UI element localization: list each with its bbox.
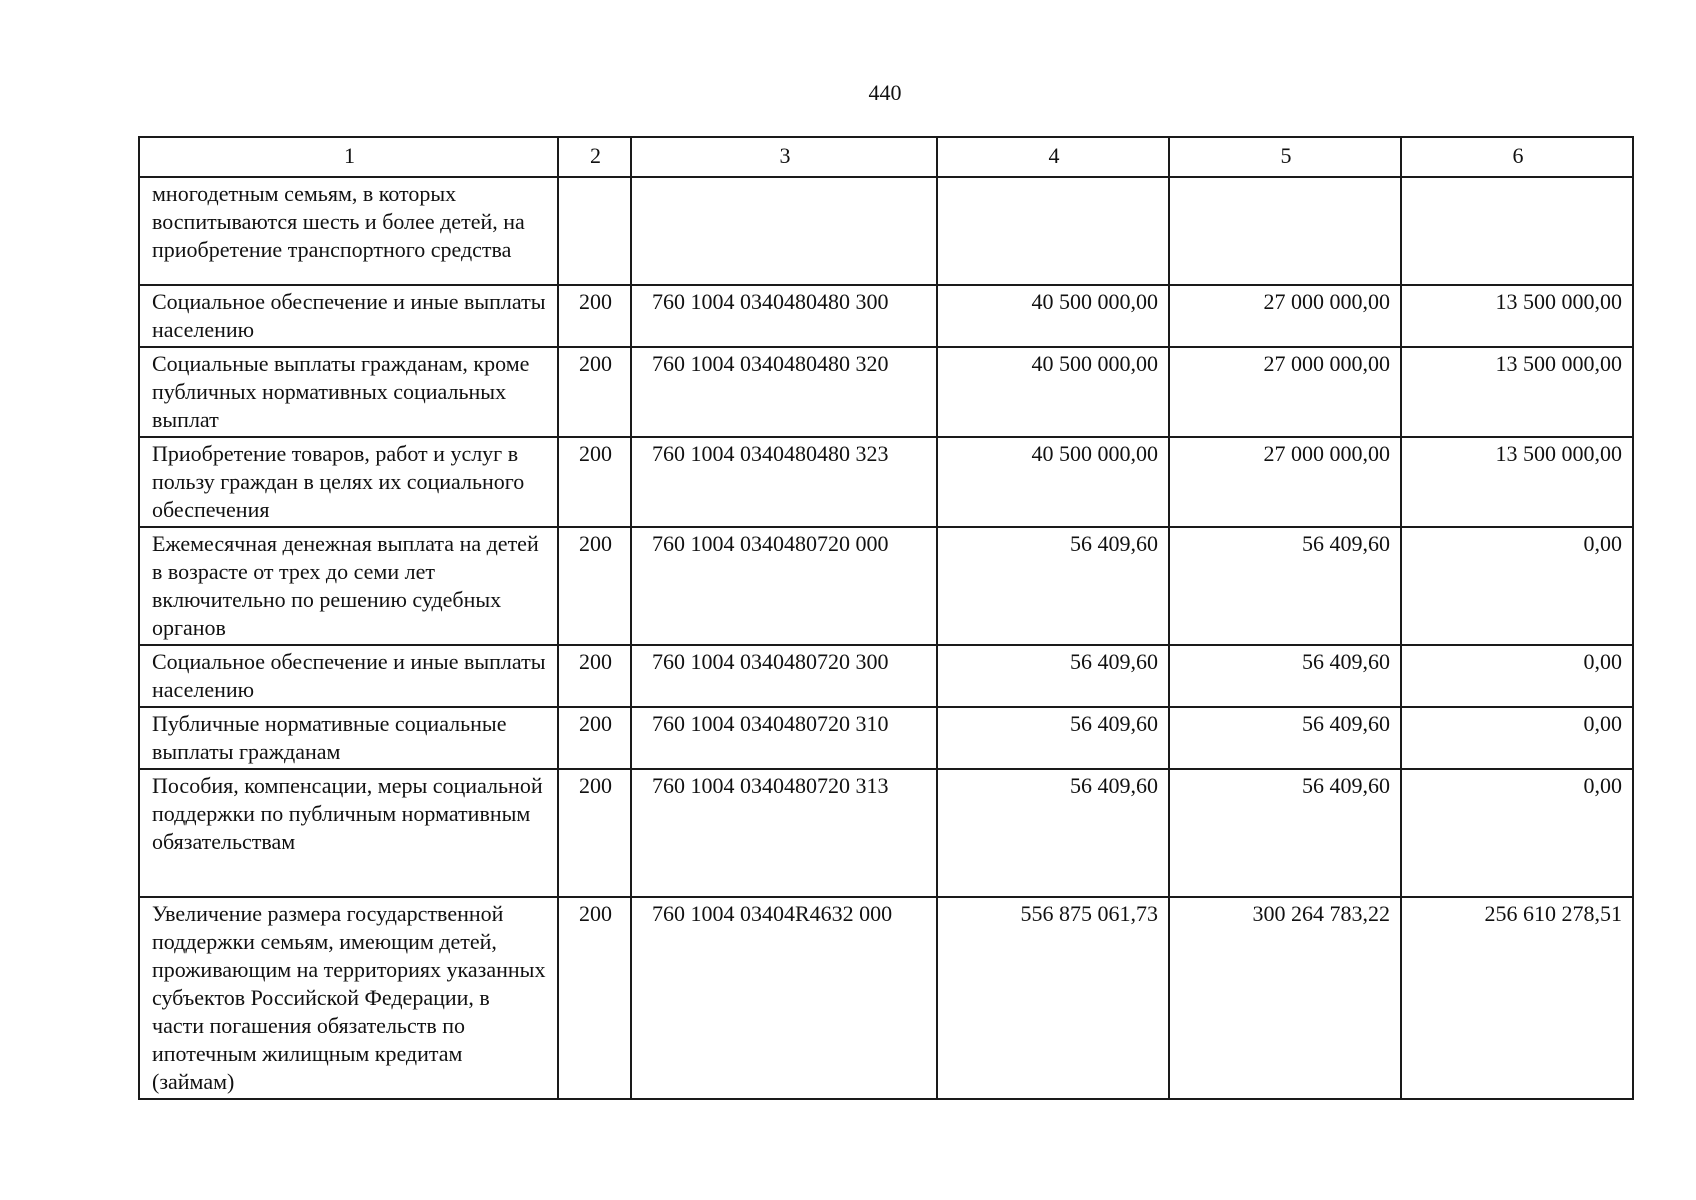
row-value-4-cell: 56 409,60 (937, 707, 1169, 769)
row-value-6-cell: 13 500 000,00 (1401, 437, 1633, 527)
row-value-6-cell: 0,00 (1401, 769, 1633, 897)
row-code-cell: 200 (558, 437, 631, 527)
row-kbk-cell: 760 1004 0340480480 300 (631, 285, 937, 347)
table-row (139, 285, 1633, 347)
table-row (139, 897, 1633, 1099)
row-name-cell: Социальные выплаты гражданам, кроме публичных нормативных социальных выплат (139, 347, 558, 437)
row-value-4-cell: 40 500 000,00 (937, 347, 1169, 437)
row-value-6-cell: 0,00 (1401, 645, 1633, 707)
row-kbk-cell: 760 1004 0340480480 323 (631, 437, 937, 527)
row-code-cell: 200 (558, 645, 631, 707)
page-number: 440 (868, 80, 902, 105)
row-value-6-cell: 256 610 278,51 (1401, 897, 1633, 1099)
row-name-cell: многодетным семьям, в которых воспитываются шесть и более детей, на приобретение транспортного средства (139, 177, 558, 285)
row-code-cell: 200 (558, 707, 631, 769)
row-value-6-cell: 0,00 (1401, 527, 1633, 645)
row-code-cell: 200 (558, 527, 631, 645)
row-value-4-cell: 40 500 000,00 (937, 437, 1169, 527)
row-value-6-cell: 13 500 000,00 (1401, 285, 1633, 347)
row-code-cell: 200 (558, 769, 631, 897)
row-value-5-cell: 56 409,60 (1169, 645, 1401, 707)
row-value-4-cell: 556 875 061,73 (937, 897, 1169, 1099)
row-kbk-cell: 760 1004 0340480720 310 (631, 707, 937, 769)
row-name-cell: Ежемесячная денежная выплата на детей в возрасте от трех до семи лет включительно по решению судебных органов (139, 527, 558, 645)
row-value-5-cell: 27 000 000,00 (1169, 437, 1401, 527)
table-row (139, 707, 1633, 769)
row-value-4-cell: 40 500 000,00 (937, 285, 1169, 347)
row-value-5-cell: 27 000 000,00 (1169, 347, 1401, 437)
column-header: 1 (139, 137, 558, 177)
row-value-6-cell: 0,00 (1401, 707, 1633, 769)
row-code-cell: 200 (558, 897, 631, 1099)
row-name-cell: Социальное обеспечение и иные выплаты населению (139, 645, 558, 707)
row-code-cell: 200 (558, 347, 631, 437)
column-header: 6 (1401, 137, 1633, 177)
row-kbk-cell (631, 177, 937, 285)
row-value-5-cell: 56 409,60 (1169, 527, 1401, 645)
table-row (139, 347, 1633, 437)
row-value-5-cell: 56 409,60 (1169, 769, 1401, 897)
row-name-cell: Увеличение размера государственной поддержки семьям, имеющим детей, проживающим на территориях указанных субъектов Российской Федерации, в части погашения обязательств по ипотечным жилищным кредитам (займам) (139, 897, 558, 1099)
row-value-4-cell: 56 409,60 (937, 645, 1169, 707)
column-header: 2 (558, 137, 631, 177)
row-value-5-cell: 56 409,60 (1169, 707, 1401, 769)
row-kbk-cell: 760 1004 03404R4632 000 (631, 897, 937, 1099)
row-name-cell: Публичные нормативные социальные выплаты гражданам (139, 707, 558, 769)
row-value-4-cell (937, 177, 1169, 285)
row-kbk-cell: 760 1004 0340480720 300 (631, 645, 937, 707)
row-value-4-cell: 56 409,60 (937, 769, 1169, 897)
row-code-cell (558, 177, 631, 285)
table-row (139, 437, 1633, 527)
table-row (139, 177, 1633, 285)
row-value-6-cell: 13 500 000,00 (1401, 347, 1633, 437)
column-header: 4 (937, 137, 1169, 177)
row-name-cell: Социальное обеспечение и иные выплаты населению (139, 285, 558, 347)
table-row (139, 769, 1633, 897)
column-header: 5 (1169, 137, 1401, 177)
row-value-5-cell: 300 264 783,22 (1169, 897, 1401, 1099)
row-value-6-cell (1401, 177, 1633, 285)
budget-table (138, 136, 1634, 1100)
row-kbk-cell: 760 1004 0340480720 313 (631, 769, 937, 897)
table-row (139, 527, 1633, 645)
column-header: 3 (631, 137, 937, 177)
row-kbk-cell: 760 1004 0340480480 320 (631, 347, 937, 437)
row-value-5-cell (1169, 177, 1401, 285)
row-value-5-cell: 27 000 000,00 (1169, 285, 1401, 347)
table-row (139, 645, 1633, 707)
row-value-4-cell: 56 409,60 (937, 527, 1169, 645)
row-name-cell: Пособия, компенсации, меры социальной поддержки по публичным нормативным обязательствам (139, 769, 558, 897)
row-code-cell: 200 (558, 285, 631, 347)
row-kbk-cell: 760 1004 0340480720 000 (631, 527, 937, 645)
table-header-row (139, 137, 1633, 177)
row-name-cell: Приобретение товаров, работ и услуг в пользу граждан в целях их социального обеспечения (139, 437, 558, 527)
